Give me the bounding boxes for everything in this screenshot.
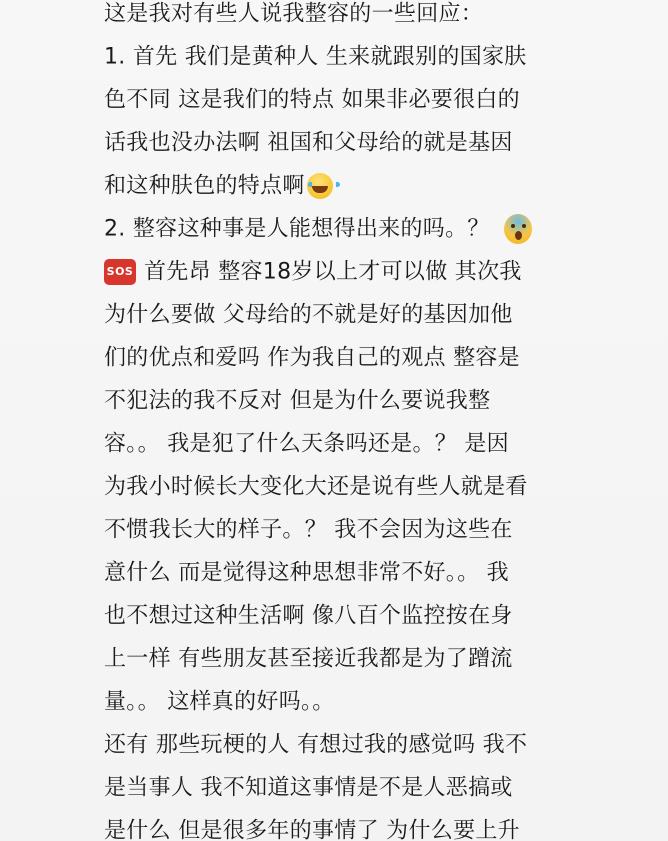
sos-button-icon: SOS	[104, 259, 136, 285]
note-line-text: 1. 首先 我们是黄种人 生来就跟别的国家肤	[104, 44, 527, 70]
note-line	[104, 809, 574, 841]
note-line-text: 和这种肤色的特点啊	[104, 173, 305, 199]
note-line	[104, 680, 574, 723]
note-line	[104, 207, 574, 250]
note-line	[104, 422, 574, 465]
note-line	[104, 551, 574, 594]
note-line	[104, 508, 574, 551]
note-line	[104, 723, 574, 766]
note-line-text: 们的优点和爱吗 作为我自己的观点 整容是	[104, 345, 520, 371]
note-line-text: 量。。 这样真的好吗。。	[104, 689, 335, 715]
note-line	[104, 35, 574, 78]
note-line	[104, 766, 574, 809]
note-line	[104, 594, 574, 637]
note-line	[104, 379, 574, 422]
note-line	[104, 336, 574, 379]
note-line-text: 首先昂 整容18岁以上才可以做 其次我	[144, 259, 522, 285]
note-line-text: 2. 整容这种事是人能想得出来的吗。？	[104, 216, 490, 242]
note-line-text: 色不同 这是我们的特点 如果非必要很白的	[104, 87, 520, 113]
face-with-tears-of-joy-icon	[307, 173, 333, 199]
note-line	[104, 637, 574, 680]
note-line-text: 还有 那些玩梗的人 有想过我的感觉吗 我不	[104, 732, 528, 758]
face-screaming-in-fear-icon	[504, 214, 532, 244]
note-line-text: 为我小时候长大变化大还是说有些人就是看	[104, 474, 528, 500]
note-line-text: 不犯法的我不反对 但是为什么要说我整	[104, 388, 491, 414]
note-line-text: 话我也没办法啊 祖国和父母给的就是基因	[104, 130, 513, 156]
note-line	[104, 164, 574, 207]
note-line	[104, 121, 574, 164]
note-line	[104, 78, 574, 121]
note-line-text: 是什么 但是很多年的事情了 为什么要上升	[104, 818, 520, 841]
note-line	[104, 465, 574, 508]
note-line-text: 上一样 有些朋友甚至接近我都是为了蹭流	[104, 646, 513, 672]
note-line	[104, 293, 574, 336]
note-line-text: 不惯我长大的样子。？ 我不会因为这些在	[104, 517, 513, 543]
note-line-text: 也不想过这种生活啊 像八百个监控按在身	[104, 603, 513, 629]
note-line-text: 是当事人 我不知道这事情是不是人恶搞或	[104, 775, 513, 801]
note-line	[104, 0, 574, 35]
note-body	[104, 0, 574, 841]
note-line-text: 这是我对有些人说我整容的一些回应：	[104, 1, 484, 27]
note-line-text: 意什么 而是觉得这种思想非常不好。。 我	[104, 560, 509, 586]
note-line	[104, 250, 574, 293]
note-line-text: 为什么要做 父母给的不就是好的基因加他	[104, 302, 513, 328]
note-line-text: 容。。 我是犯了什么天条吗还是。？ 是因	[104, 431, 509, 457]
